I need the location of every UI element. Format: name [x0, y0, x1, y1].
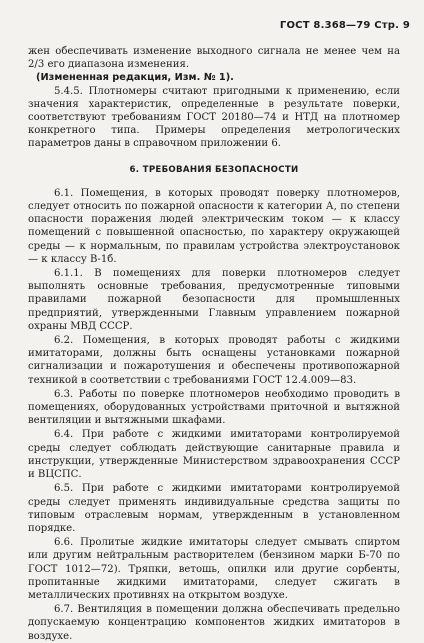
document-body	[28, 45, 400, 643]
paragraph-6-6: 6.6. Пролитые жидкие имитаторы следует смывать спиртом или другим нейтральным растворителем (бензином марки Б-70 по ГОСТ 1012—72). Тряпки, ветошь, опилки или другие сорбенты, пропитанные жидкими имитаторами, следует сжигать в металлических противнях на открытом воздухе.	[28, 537, 400, 601]
page-number: Стр. 9	[374, 20, 410, 31]
paragraph-continuation: жен обеспечивать изменение выходного сигнала не менее чем на 2/3 его диапазона изменения.	[28, 46, 400, 71]
standard-number: ГОСТ 8.368—79	[279, 20, 371, 31]
paragraph-6-1-1: 6.1.1. В помещениях для поверки плотномеров следует выполнять основные требования, предусмотренные типовыми правилами пожарной безопасности для промышленных предприятий, утвержденными Главным управлением пожарной охраны МВД СССР.	[28, 268, 400, 332]
paragraph-6-4: 6.4. При работе с жидкими имитаторами контролируемой среды следует соблюдать действующие санитарные правила и инструкции, утвержденные Министерством здравоохранения СССР и ВЦСПС.	[28, 429, 400, 481]
paragraph-6-3: 6.3. Работы по поверке плотномеров необходимо проводить в помещениях, оборудованных устройствами приточной и вытяжной вентиляции и вытяжными шкафами.	[28, 388, 400, 427]
paragraph-6-2: 6.2. Помещения, в которых проводят работы с жидкими имитаторами, должны быть оснащены установками пожарной сигнализации и пожаротушения и обеспечены противопожарной техникой в соответствии с требованиями ГОСТ 12.4.009—83.	[28, 335, 400, 386]
paragraph-5-4-5: 5.4.5. Плотномеры считают пригодными к применению, если значения характеристик, определенные в результате поверки, соответствуют требованиям ГОСТ 20180—74 и НТД на плотномер конкретного типа. Примеры определения метрологических параметров даны в справочном приложении 6.	[28, 85, 400, 150]
paragraph-6-7: 6.7. Вентиляция в помещении должна обеспечивать предельно допускаемую концентрацию компонентов жидких имитаторов в воздухе.	[28, 604, 400, 642]
paragraph-6-5: 6.5. При работе с жидкими имитаторами контролируемой среды следует применять индивидуальные средства защиты по типовым отраслевым нормам, утвержденным в установленном порядке.	[28, 483, 400, 534]
section-title: 6. ТРЕБОВАНИЯ БЕЗОПАСНОСТИ	[129, 164, 299, 175]
paragraph-6-1: 6.1. Помещения, в которых проводят поверку плотномеров, следует относить по пожарной опасности к категории А, по степени опасности поражения людей электрическим током — к классу помещений с повышенной опасностью, по характеру окружающей среды — к нормальным, по правилам устройства электроустановок — к классу В-1б.	[28, 187, 400, 265]
amendment-note: (Измененная редакция, Изм. № 1).	[36, 72, 234, 84]
page-header	[280, 20, 410, 31]
